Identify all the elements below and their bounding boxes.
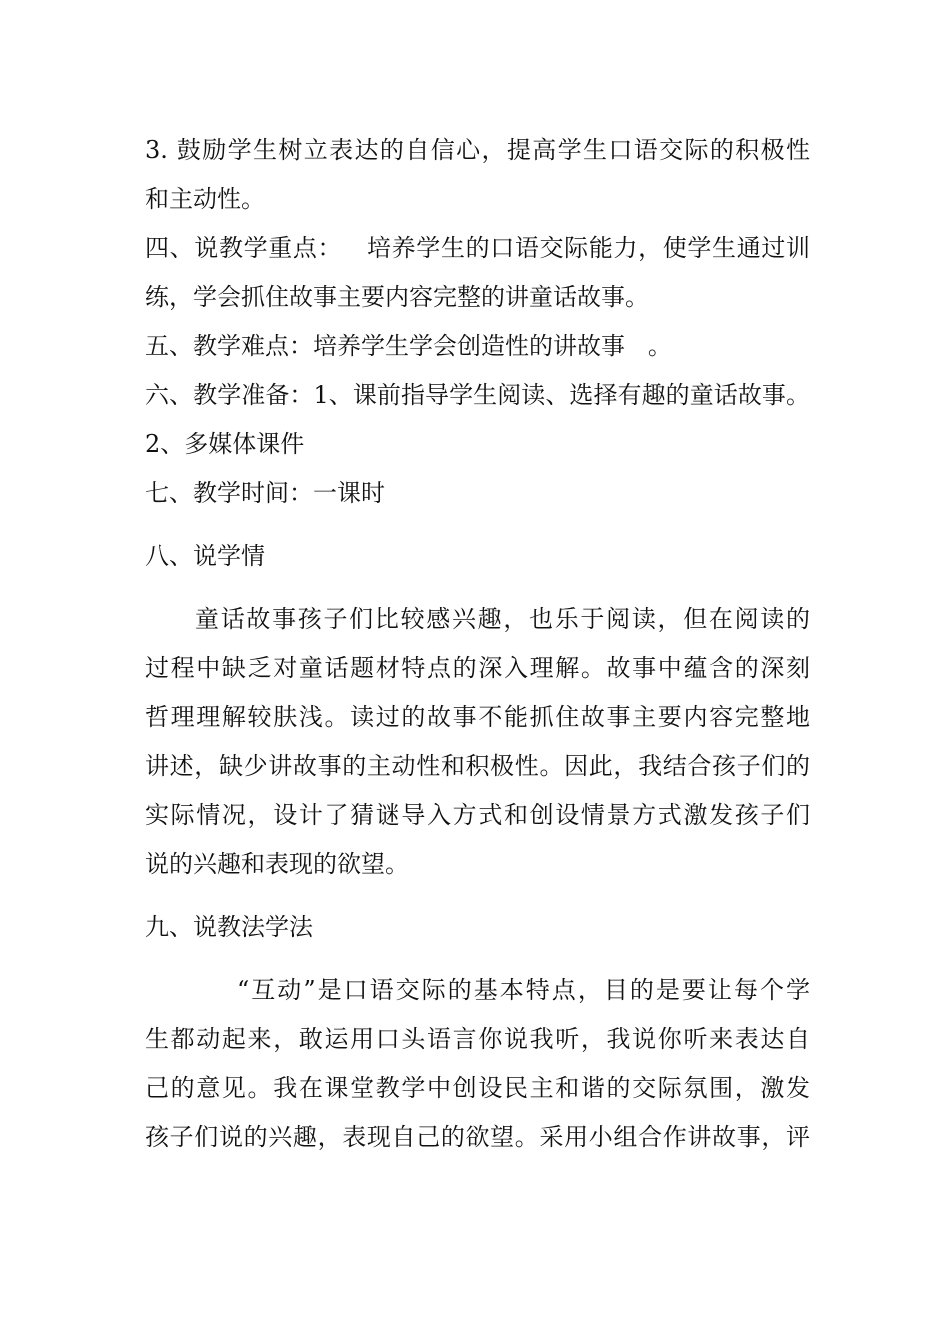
text-line: 讲述，缺少讲故事的主动性和积极性。因此，我结合孩子们的 bbox=[145, 752, 810, 780]
text-line: 说的兴趣和表现的欲望。 bbox=[145, 850, 409, 878]
text-line: 五、教学难点：培养学生学会创造性的讲故事 。 bbox=[145, 332, 672, 360]
text-line: 过程中缺乏对童话题材特点的深入理解。故事中蕴含的深刻 bbox=[145, 654, 810, 682]
teaching-time bbox=[145, 469, 810, 518]
method-paragraph bbox=[145, 966, 810, 1162]
text-line: 七、教学时间：一课时 bbox=[145, 479, 385, 507]
teaching-key-point bbox=[145, 224, 810, 322]
section-heading-situation bbox=[145, 532, 810, 581]
paragraph-gap bbox=[145, 889, 810, 903]
section-heading-method bbox=[145, 903, 810, 952]
text-line: 实际情况，设计了猜谜导入方式和创设情景方式激发孩子们 bbox=[145, 801, 810, 829]
section-heading: 八、说学情 bbox=[145, 542, 265, 570]
text-line: 四、说教学重点： 培养学生的口语交际能力，使学生通过训 bbox=[145, 234, 810, 262]
text-line: 2、多媒体课件 bbox=[145, 430, 305, 458]
text-line: “互动”是口语交际的基本特点，目的是要让每个学 bbox=[237, 976, 810, 1004]
teaching-difficulty bbox=[145, 322, 810, 371]
text-line: 和主动性。 bbox=[145, 185, 265, 213]
teaching-preparation bbox=[145, 371, 810, 469]
text-line: 哲理理解较肤浅。读过的故事不能抓住故事主要内容完整地 bbox=[145, 703, 810, 731]
text-line: 孩子们说的兴趣，表现自己的欲望。采用小组合作讲故事，评 bbox=[145, 1123, 810, 1151]
teaching-goal-3 bbox=[145, 126, 810, 224]
document-body bbox=[145, 126, 810, 1162]
text-line: 己的意见。我在课堂教学中创设民主和谐的交际氛围，激发 bbox=[145, 1074, 810, 1102]
text-line: 3. 鼓励学生树立表达的自信心，提高学生口语交际的积极性 bbox=[145, 136, 810, 164]
section-heading: 九、说教法学法 bbox=[145, 913, 313, 941]
paragraph-gap bbox=[145, 952, 810, 966]
paragraph-gap bbox=[145, 518, 810, 532]
situation-paragraph bbox=[145, 595, 810, 889]
paragraph-gap bbox=[145, 581, 810, 595]
text-line: 练，学会抓住故事主要内容完整的讲童话故事。 bbox=[145, 283, 649, 311]
text-line: 六、教学准备：1、课前指导学生阅读、选择有趣的童话故事。 bbox=[145, 381, 810, 409]
text-line: 生都动起来，敢运用口头语言你说我听，我说你听来表达自 bbox=[145, 1025, 810, 1053]
text-line: 童话故事孩子们比较感兴趣，也乐于阅读，但在阅读的 bbox=[195, 605, 810, 633]
